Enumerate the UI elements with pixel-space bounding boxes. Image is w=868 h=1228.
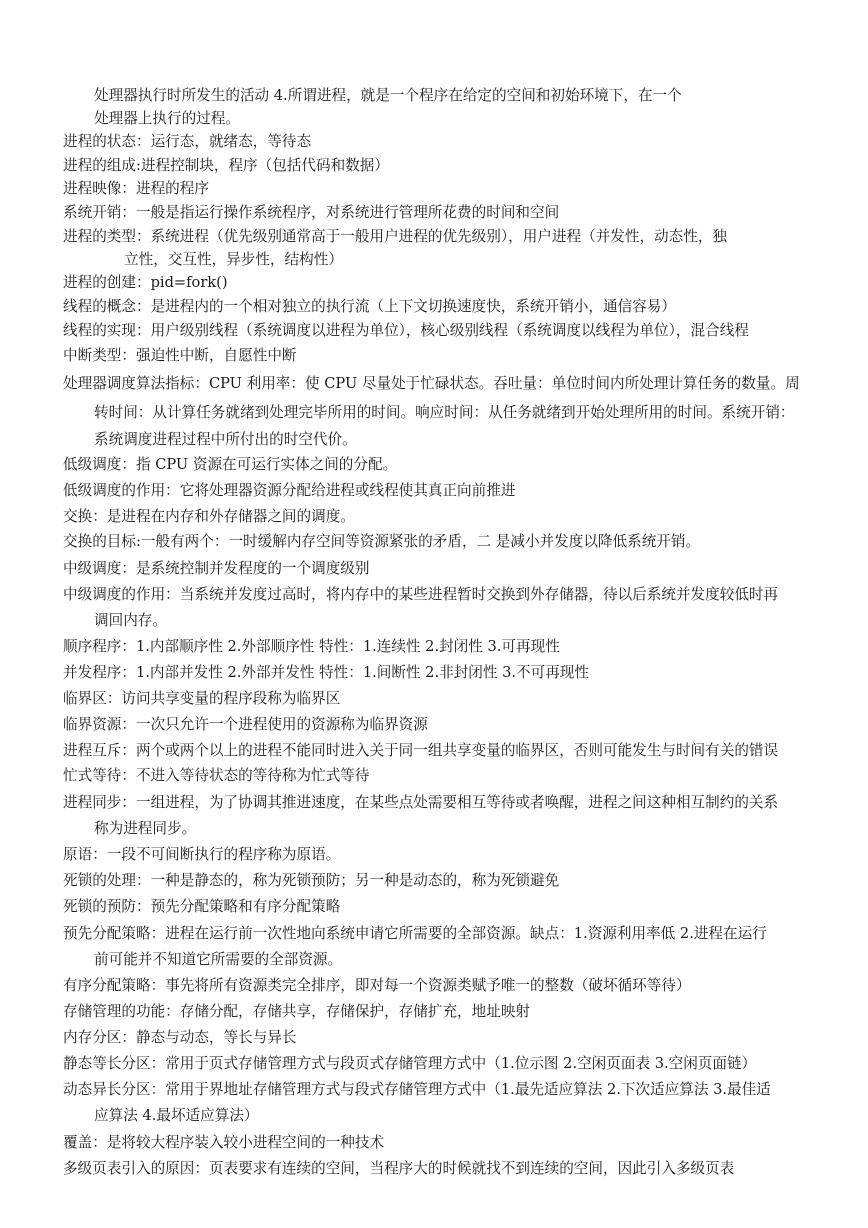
text-line: 多级页表引入的原因：页表要求有连续的空间，当程序大的时候就找不到连续的空间，因此引入多级页表 [63, 1160, 735, 1177]
text-line: 转时间：从计算任务就绪到处理完毕所用的时间。响应时间：从任务就绪到开始处理所用的时间。系统开销： [94, 404, 795, 421]
text-line: 死锁的处理：一种是静态的，称为死锁预防；另一种是动态的，称为死锁避免 [63, 872, 560, 889]
text-line: 应算法 4.最坏适应算法） [94, 1107, 259, 1124]
text-line: 中级调度的作用：当系统并发度过高时，将内存中的某些进程暂时交换到外存储器，待以后系统并发度较低时再 [63, 586, 779, 603]
text-line: 线程的概念：是进程内的一个相对独立的执行流（上下文切换速度快，系统开销小，通信容易） [63, 298, 676, 315]
text-line: 进程的创建：pid=fork() [63, 274, 228, 291]
text-line: 有序分配策略：事先将所有资源类完全排序，即对每一个资源类赋予唯一的整数（破坏循环等待） [63, 977, 691, 994]
text-line: 原语：一段不可间断执行的程序称为原语。 [63, 846, 341, 863]
text-line: 进程同步：一组进程，为了协调其推进速度，在某些点处需要相互等待或者唤醒，进程之间这种相互制约的关系 [63, 794, 779, 811]
text-line: 处理器上执行的过程。 [94, 110, 240, 127]
text-line: 进程的组成:进程控制块，程序（包括代码和数据） [63, 157, 389, 174]
text-line: 临界区：访问共享变量的程序段称为临界区 [63, 690, 341, 707]
text-line: 顺序程序：1.内部顺序性 2.外部顺序性 特性：1.连续性 2.封闭性 3.可再现性 [63, 638, 560, 655]
text-line: 低级调度：指 CPU 资源在可运行实体之间的分配。 [63, 456, 398, 473]
text-line: 进程映像：进程的程序 [63, 180, 209, 197]
text-line: 中级调度：是系统控制并发程度的一个调度级别 [63, 560, 370, 577]
text-line: 死锁的预防：预先分配策略和有序分配策略 [63, 898, 341, 915]
text-line: 交换：是进程在内存和外存储器之间的调度。 [63, 508, 355, 525]
text-line: 忙式等待：不进入等待状态的等待称为忙式等待 [63, 767, 370, 784]
text-line: 前可能并不知道它所需要的全部资源。 [94, 951, 343, 968]
text-line: 临界资源：一次只允许一个进程使用的资源称为临界资源 [63, 716, 428, 733]
text-line: 调回内存。 [94, 612, 167, 629]
text-line: 系统开销：一般是指运行操作系统程序，对系统进行管理所花费的时间和空间 [63, 204, 560, 221]
text-line: 低级调度的作用：它将处理器资源分配给进程或线程使其真正向前推进 [63, 482, 516, 499]
text-line: 立性，交互性，异步性，结构性） [124, 251, 343, 268]
text-line: 静态等长分区：常用于页式存储管理方式与段页式存储管理方式中（1.位示图 2.空闲页面表 3.空闲页面链） [63, 1055, 757, 1072]
text-line: 中断类型：强迫性中断，自愿性中断 [63, 347, 297, 364]
text-line: 存储管理的功能：存储分配，存储共享，存储保护，存储扩充，地址映射 [63, 1003, 531, 1020]
text-line: 处理器调度算法指标：CPU 利用率：使 CPU 尽量处于忙碌状态。吞吐量：单位时间内所处理计算任务的数量。周 [63, 375, 800, 392]
text-line: 并发程序：1.内部并发性 2.外部并发性 特性：1.间断性 2.非封闭性 3.不可再现性 [63, 664, 589, 681]
text-line: 处理器执行时所发生的活动 4.所谓进程，就是一个程序在给定的空间和初始环境下，在一个 [94, 87, 682, 104]
text-line: 预先分配策略：进程在运行前一次性地向系统申请它所需要的全部资源。缺点：1.资源利用率低 2.进程在运行 [63, 925, 767, 942]
text-line: 动态异长分区：常用于界地址存储管理方式与段式存储管理方式中（1.最先适应算法 2.下次适应算法 3.最佳适 [63, 1081, 771, 1098]
text-line: 系统调度进程过程中所付出的时空代价。 [94, 431, 357, 448]
text-line: 进程互斥：两个或两个以上的进程不能同时进入关于同一组共享变量的临界区，否则可能发生与时间有关的错误 [63, 742, 779, 759]
text-line: 覆盖：是将较大程序装入较小进程空间的一种技术 [63, 1134, 385, 1151]
text-line: 称为进程同步。 [94, 820, 197, 837]
text-line: 进程的类型：系统进程（优先级别通常高于一般用户进程的优先级别），用户进程（并发性，动态性，独 [63, 228, 728, 245]
text-line: 内存分区：静态与动态，等长与异长 [63, 1029, 297, 1046]
text-line: 进程的状态：运行态，就绪态，等待态 [63, 133, 312, 150]
text-line: 线程的实现：用户级别线程（系统调度以进程为单位），核心级别线程（系统调度以线程为单位），混合线程 [63, 322, 749, 339]
text-line: 交换的目标:一般有两个：一时缓解内存空间等资源紧张的矛盾，二 是减小并发度以降低系统开销。 [63, 533, 701, 550]
